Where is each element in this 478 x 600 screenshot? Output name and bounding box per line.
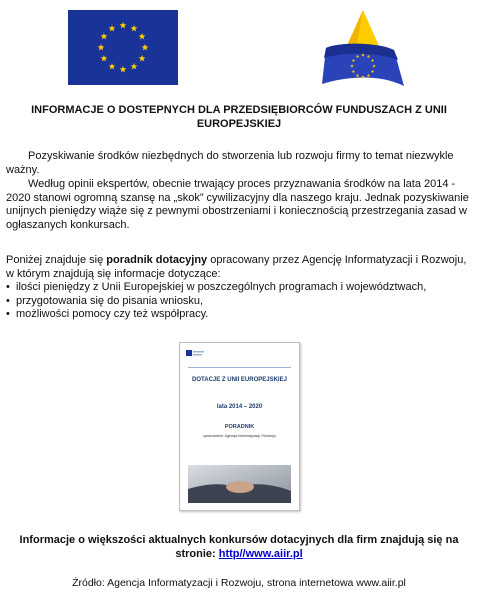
guide-intro-bold: poradnik dotacyjny	[106, 254, 208, 266]
cover-byline: opracowanie: Agencja Informatyzacji i Rozwoju	[203, 434, 276, 438]
paragraph-experts: Według opinii ekspertów, obecnie trwający proces przyznawania środków na lata 2014 - 2020 stanowi ogromną szansę na „skok” cywilizacyjny dla naszego kraju. Jednak pozyskiwanie unijnych pieniędzy wiąże się z pewnymi obostrzeniami i koniecznością przestrzegania zasad w ogłaszanych konkursach.	[6, 178, 469, 231]
european-funds-logo-icon	[318, 8, 408, 90]
paragraph-intro: Pozyskiwanie środków niezbędnych do stworzenia lub rozwoju firmy to temat niezwykle ważny.	[6, 150, 454, 176]
contests-info-text: Informacje o większości aktualnych konkursów dotacyjnych dla firm znajdują się na stronie:	[19, 534, 459, 560]
guide-cover-image[interactable]	[179, 342, 300, 511]
aiir-website-link[interactable]: http//www.aiir.pl	[218, 548, 303, 560]
guide-intro-text: Poniżej znajduje się	[6, 254, 107, 266]
list-item: • ilości pieniędzy z Unii Europejskiej w poszczególnych programach i województwach,	[6, 281, 476, 295]
cover-years: lata 2014 – 2020	[216, 404, 263, 410]
guide-intro	[6, 254, 472, 281]
eu-flag-icon	[68, 10, 178, 85]
cover-heading: DOTACJE Z UNII EUROPEJSKIEJ	[192, 377, 287, 383]
handshake-photo-icon	[188, 465, 291, 503]
guide-bullet-list	[6, 281, 476, 322]
cover-subtitle: PORADNIK	[224, 424, 255, 430]
cover-divider	[188, 367, 291, 368]
guide-intro-rest: opracowany przez Agencję Informatyzacji i Rozwoju, w którym znajdują się informacje dotyczące:	[6, 254, 467, 280]
source-note: Źródło: Agencja Informatyzacji i Rozwoju, strona internetowa www.aiir.pl	[72, 577, 406, 589]
logo-row	[68, 6, 408, 88]
agency-logo-icon	[186, 348, 204, 358]
contests-info	[6, 533, 472, 561]
list-item: • możliwości pomocy czy też współpracy.	[6, 308, 476, 322]
list-item: • przygotowania się do pisania wniosku,	[6, 295, 476, 309]
page-title: INFORMACJE O DOSTEPNYCH DLA PRZEDSIĘBIORCÓW FUNDUSZACH Z UNII EUROPEJSKIEJ	[31, 104, 447, 130]
